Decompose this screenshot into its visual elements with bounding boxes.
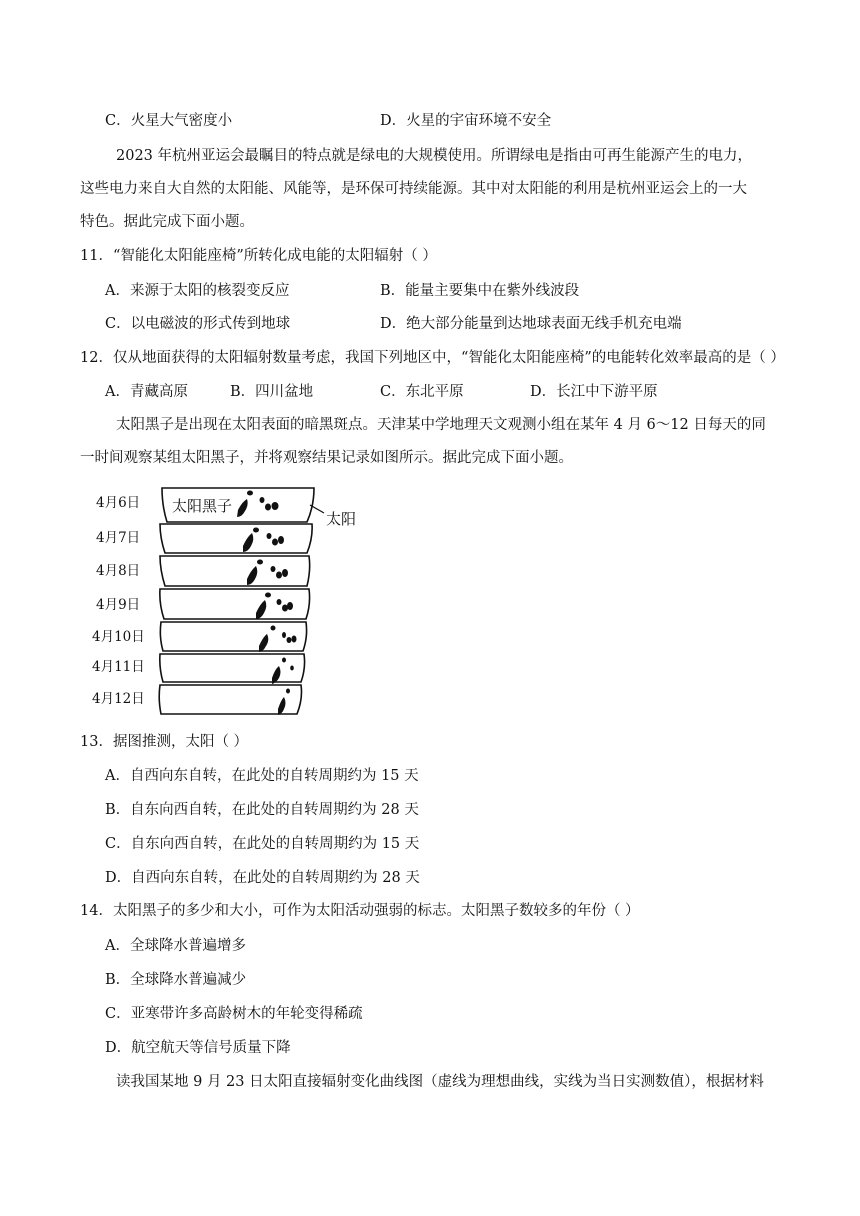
sunspot-label: 太阳黑子 xyxy=(172,497,233,515)
sun-strip-apr7 xyxy=(160,524,312,553)
prev-option-c: C．火星大气密度小 xyxy=(105,113,233,129)
date-label: 4月7日 xyxy=(96,530,141,546)
passage-sunspots xyxy=(80,415,786,481)
q11-option-d: D．绝大部分能量到达地球表面无线手机充电端 xyxy=(380,316,682,332)
q12-option-c: C．东北平原 xyxy=(380,384,464,400)
passage-radiation-curve: 读我国某地 9 月 23 日太阳直接辐射变化曲线图（虚线为理想曲线，实线为当日实测数值），根据材料 xyxy=(116,1074,764,1090)
date-label: 4月8日 xyxy=(96,563,141,579)
question-13-stem: 13．据图推测，太阳（ ） xyxy=(80,734,249,750)
date-label: 4月6日 xyxy=(96,495,141,511)
sunspot-group-apr6 xyxy=(237,491,279,518)
sunspot-group-apr7 xyxy=(243,528,284,553)
q13-option-a: A．自西向东自转，在此处的自转周期约为 15 天 xyxy=(105,768,419,784)
q14-option-b: B．全球降水普遍减少 xyxy=(105,972,247,988)
sunspot-group-apr10 xyxy=(259,626,297,653)
q11-option-c: C．以电磁波的形式传到地球 xyxy=(105,316,291,332)
q14-option-d: D．航空航天等信号质量下降 xyxy=(105,1040,291,1056)
q12-option-d: D．长江中下游平原 xyxy=(530,384,658,400)
q11-option-b: B．能量主要集中在紫外线波段 xyxy=(380,283,580,299)
q11-option-a: A．来源于太阳的核裂变反应 xyxy=(105,283,290,299)
passage-line: 太阳黑子是出现在太阳表面的暗黑斑点。天津某中学地理天文观测小组在某年 4 月 6～12 日每天的同 xyxy=(116,417,766,433)
question-12-stem: 12．仅从地面获得的太阳辐射数量考虑，我国下列地区中，“智能化太阳能座椅”的电能转化效率最高的是（ ） xyxy=(80,350,785,366)
q14-option-a: A．全球降水普遍增多 xyxy=(105,938,246,954)
sun-strips xyxy=(159,488,314,714)
date-label: 4月12日 xyxy=(92,691,145,707)
passage-line: 这些电力来自大自然的太阳能、风能等，是环保可持续能源。其中对太阳能的利用是杭州亚运会上的一大 xyxy=(80,181,747,197)
date-label: 4月9日 xyxy=(96,597,141,613)
q13-option-d: D．自西向东自转，在此处的自转周期约为 28 天 xyxy=(105,870,420,886)
passage-green-power xyxy=(80,146,786,245)
sun-label: 太阳 xyxy=(326,510,357,528)
passage-line: 2023 年杭州亚运会最瞩目的特点就是绿电的大规模使用。所谓绿电是指由可再生能源产生的电力， xyxy=(116,148,753,164)
sunspot-observation-figure xyxy=(80,482,400,722)
sunspot-group-apr9 xyxy=(256,593,293,620)
date-label: 4月10日 xyxy=(92,629,145,645)
question-11-stem: 11．“智能化太阳能座椅”所转化成电能的太阳辐射（ ） xyxy=(80,248,437,264)
sunspot-group-apr8 xyxy=(247,560,288,586)
passage-line: 特色。据此完成下面小题。 xyxy=(80,214,254,230)
question-14-stem: 14．太阳黑子的多少和大小，可作为太阳活动强弱的标志。太阳黑子数较多的年份（ ） xyxy=(80,903,640,919)
date-label: 4月11日 xyxy=(92,659,145,675)
sun-strip-apr9 xyxy=(160,589,310,619)
q13-option-b: B．自东向西自转，在此处的自转周期约为 28 天 xyxy=(105,802,419,818)
sunspot-group-apr11 xyxy=(272,658,294,685)
q12-option-b: B．四川盆地 xyxy=(230,384,314,400)
q12-option-a: A．青藏高原 xyxy=(105,384,188,400)
q13-option-c: C．自东向西自转，在此处的自转周期约为 15 天 xyxy=(105,836,420,852)
sunspot-group-apr12 xyxy=(278,689,290,716)
prev-option-d: D．火星的宇宙环境不安全 xyxy=(380,113,552,129)
passage-line: 一时间观察某组太阳黑子，并将观察结果记录如图所示。据此完成下面小题。 xyxy=(80,450,573,466)
q14-option-c: C．亚寒带许多高龄树木的年轮变得稀疏 xyxy=(105,1006,363,1022)
